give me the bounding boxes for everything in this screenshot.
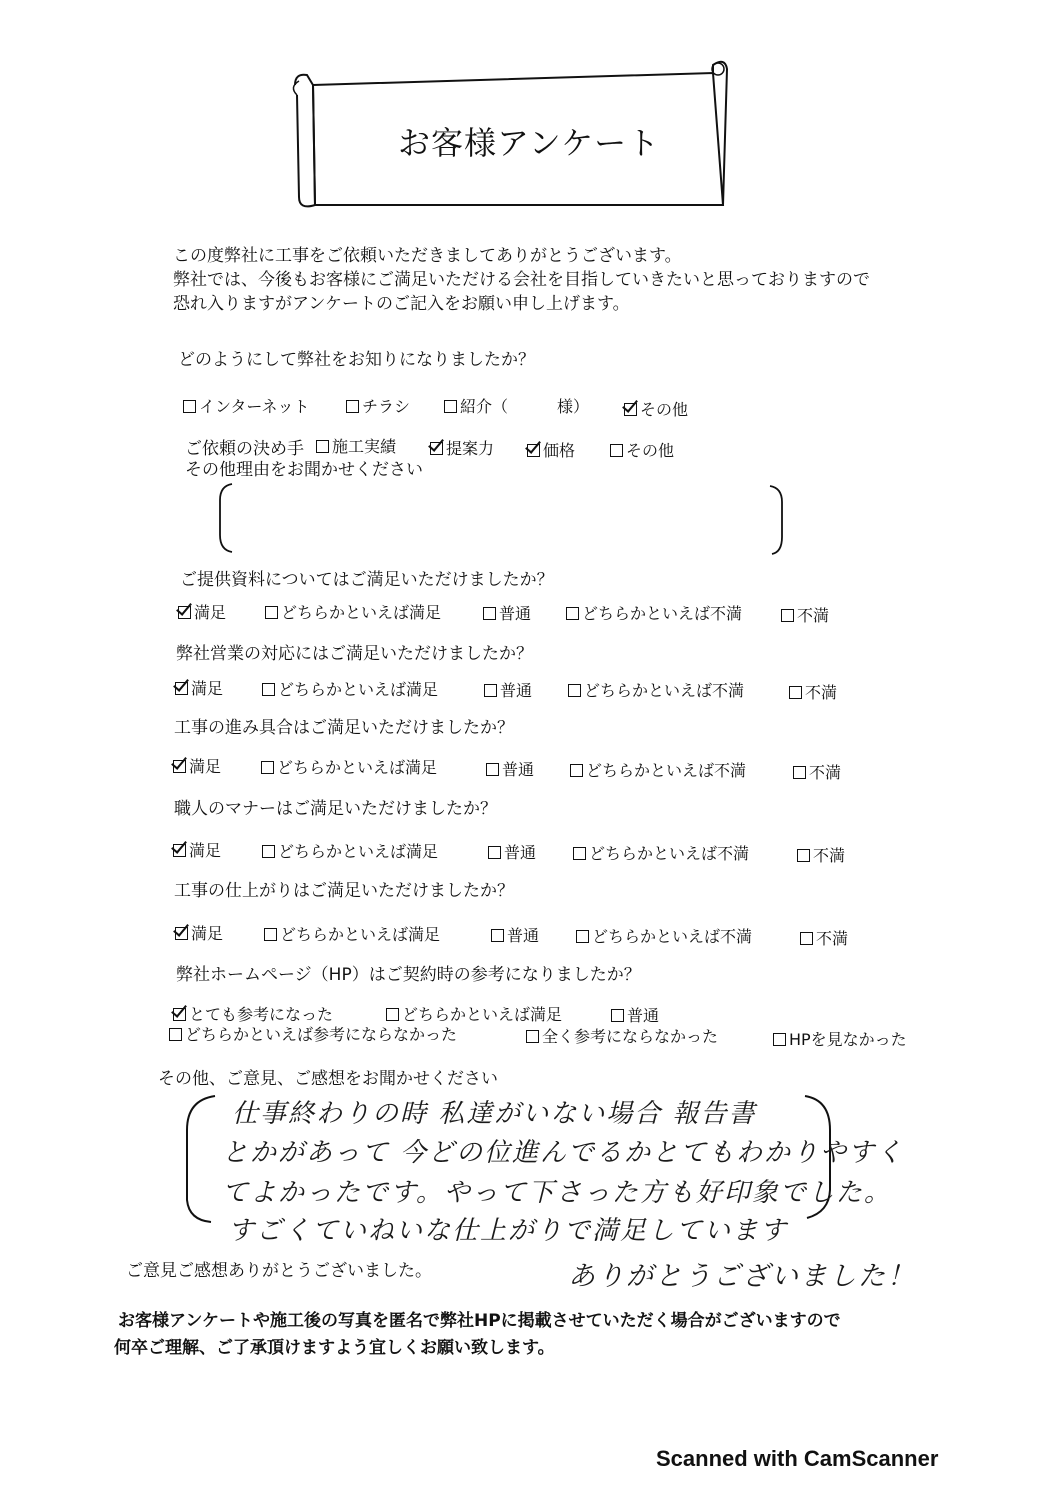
q1-option-internet[interactable]: インターネット [183,394,310,417]
survey-title: お客様アンケート [398,124,661,162]
q7-option-neutral[interactable]: 普通 [491,923,539,946]
q4-label: 弊社営業の対応にはご満足いただけましたか？ [176,644,533,664]
checkbox-checked[interactable] [173,760,186,773]
handwritten-comment-line-1: 仕事終わりの時 私達がいない場合 報告書 [232,1099,757,1129]
checkbox[interactable] [386,1008,399,1021]
q6-option-dissatisfied[interactable]: 不満 [797,843,845,866]
q3-option-neutral[interactable]: 普通 [483,601,531,624]
intro-line-2: 弊社では、今後もお客様にご満足いただける会社を目指していきたいと思っておりますので [173,270,870,290]
q1-option-other[interactable]: その他 [624,397,688,420]
checkbox[interactable] [486,763,499,776]
hp-option-somewhat-satisfied[interactable]: どちらかといえば満足 [386,1002,562,1025]
q5-option-satisfied[interactable]: 満足 [173,754,221,777]
q7-option-somewhat-dissatisfied[interactable]: どちらかといえば不満 [576,924,752,947]
checkbox[interactable] [781,609,794,622]
checkbox[interactable] [576,930,589,943]
checkbox[interactable] [568,684,581,697]
checkbox[interactable] [793,766,806,779]
checkbox[interactable] [444,400,457,413]
footer-line-1: お客様アンケートや施工後の写真を匿名で弊社HPに掲載させていただく場合がございますので [118,1311,841,1331]
checkbox[interactable] [183,400,196,413]
checkbox-checked[interactable] [175,682,188,695]
q5-option-somewhat-dissatisfied[interactable]: どちらかといえば不満 [570,758,746,781]
q2-option-other[interactable]: その他 [610,438,674,461]
checkbox[interactable] [566,607,579,620]
q3-label: ご提供資料についてはご満足いただけましたか？ [180,570,554,590]
q5-option-neutral[interactable]: 普通 [486,757,534,780]
checkbox[interactable] [789,686,802,699]
q2-option-price[interactable]: 価格 [527,438,575,461]
checkbox-checked[interactable] [175,927,188,940]
handwritten-comment-line-3: てよかったです。やって下さった方も好印象でした。 [222,1178,892,1208]
checkbox[interactable] [265,606,278,619]
checkbox[interactable] [316,440,329,453]
hp-option-not-helpful[interactable]: 全く参考にならなかった [526,1024,718,1047]
checkbox[interactable] [570,764,583,777]
checkbox-checked[interactable] [624,403,637,416]
checkbox[interactable] [262,683,275,696]
checkbox-checked[interactable] [173,844,186,857]
q2-label: ご依頼の決め手 [185,439,304,459]
q7-option-somewhat-satisfied[interactable]: どちらかといえば満足 [264,922,440,945]
checkbox-checked[interactable] [527,444,540,457]
q5-option-dissatisfied[interactable]: 不満 [793,760,841,783]
camscanner-watermark: Scanned with CamScanner [656,1446,939,1471]
q4-option-somewhat-satisfied[interactable]: どちらかといえば満足 [262,677,438,700]
checkbox[interactable] [346,400,359,413]
checkbox[interactable] [169,1028,182,1041]
checkbox[interactable] [264,928,277,941]
q3-option-somewhat-dissatisfied[interactable]: どちらかといえば不満 [566,601,742,624]
checkbox[interactable] [773,1033,786,1046]
q2-option-proposal[interactable]: 提案力 [430,436,494,459]
checkbox[interactable] [491,929,504,942]
checkbox[interactable] [611,1009,624,1022]
checkbox[interactable] [800,932,813,945]
q6-option-satisfied[interactable]: 満足 [173,838,221,861]
handwritten-comment-line-4: すごくていねいな仕上がりで満足しています [228,1216,789,1246]
q3-option-satisfied[interactable]: 満足 [178,600,226,623]
q5-label: 工事の進み具合はご満足いただけましたか？ [174,718,514,738]
intro-line-3: 恐れ入りますがアンケートのご記入をお願い申し上げます。 [173,294,630,314]
q6-label: 職人のマナーはご満足いただけましたか？ [174,799,497,819]
q6-option-somewhat-satisfied[interactable]: どちらかといえば満足 [262,839,438,862]
handwritten-comment-line-2: とかがあって 今どの位進んでるかとてもわかりやすく [222,1138,905,1168]
q1-option-referral[interactable]: 紹介（ [444,394,508,417]
q4-option-neutral[interactable]: 普通 [484,678,532,701]
checkbox[interactable] [526,1030,539,1043]
checkbox-checked[interactable] [173,1008,186,1021]
hp-question-label: 弊社ホームページ（HP）はご契約時の参考になりましたか？ [176,965,641,985]
q1-option-flyer[interactable]: チラシ [346,394,410,417]
thanks-handwritten: ありがとうございました！ [568,1261,916,1292]
hp-option-very-helpful[interactable]: とても参考になった [173,1002,333,1025]
q5-option-somewhat-satisfied[interactable]: どちらかといえば満足 [261,755,437,778]
q4-option-dissatisfied[interactable]: 不満 [789,680,837,703]
q7-option-dissatisfied[interactable]: 不満 [800,926,848,949]
checkbox[interactable] [573,847,586,860]
q4-option-satisfied[interactable]: 満足 [175,676,223,699]
q3-option-somewhat-satisfied[interactable]: どちらかといえば満足 [265,600,441,623]
hp-option-somewhat-unhelpful[interactable]: どちらかといえば参考にならなかった [169,1022,457,1045]
q6-option-neutral[interactable]: 普通 [488,840,536,863]
checkbox[interactable] [797,849,810,862]
other-reason-brackets[interactable] [210,480,800,560]
checkbox[interactable] [488,846,501,859]
checkbox-checked[interactable] [430,442,443,455]
checkbox[interactable] [262,845,275,858]
comments-label: その他、ご意見、ご感想をお聞かせください [158,1069,498,1089]
q1-referral-suffix: 様） [557,397,590,416]
q7-option-satisfied[interactable]: 満足 [175,921,223,944]
intro-line-1: この度弊社に工事をご依頼いただきましてありがとうございます。 [173,246,682,266]
q7-label: 工事の仕上がりはご満足いただけましたか？ [174,881,514,901]
footer-line-2: 何卒ご理解、ご了承頂けますよう宜しくお願い致します。 [114,1338,555,1358]
q6-option-somewhat-dissatisfied[interactable]: どちらかといえば不満 [573,841,749,864]
q1-label: どのようにして弊社をお知りになりましたか？ [178,350,535,370]
checkbox[interactable] [610,444,623,457]
hp-option-did-not-see[interactable]: HPを見なかった [773,1027,907,1050]
q2-option-track-record[interactable]: 施工実績 [316,434,396,457]
checkbox-checked[interactable] [178,606,191,619]
q3-option-dissatisfied[interactable]: 不満 [781,603,829,626]
q4-option-somewhat-dissatisfied[interactable]: どちらかといえば不満 [568,678,744,701]
checkbox[interactable] [484,684,497,697]
hp-option-neutral[interactable]: 普通 [611,1003,659,1026]
q2-other-reason-label: その他理由をお聞かせください [185,460,423,480]
checkbox[interactable] [261,761,274,774]
checkbox[interactable] [483,607,496,620]
thanks-printed: ご意見ご感想ありがとうございました。 [126,1261,432,1281]
